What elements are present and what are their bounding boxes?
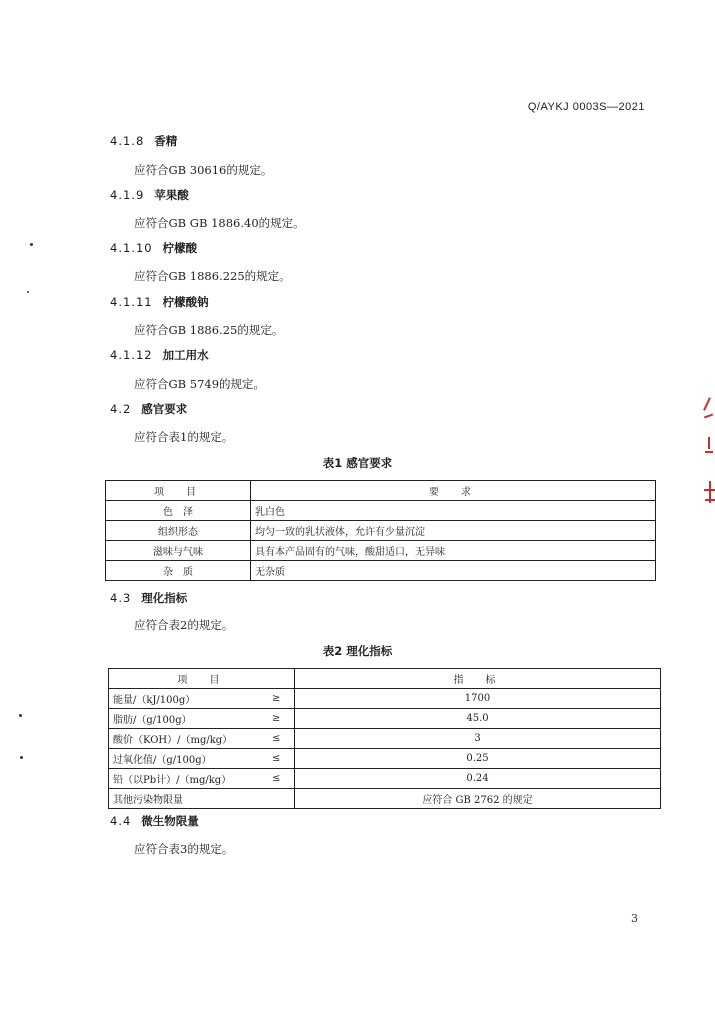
section-number: 4.1.12 xyxy=(110,348,153,362)
page-number: 3 xyxy=(631,912,638,925)
section-number: 4.2 xyxy=(110,402,132,416)
seal-stroke xyxy=(703,397,711,411)
table-header-cell: 项 目 xyxy=(106,481,251,501)
table-row xyxy=(106,501,656,521)
table2-caption: 表2 理化指标 xyxy=(322,644,393,658)
section-heading-4-1-11 xyxy=(110,294,209,310)
section-title: 微生物限量 xyxy=(141,814,199,828)
table-header-cell: 项 目 xyxy=(109,669,295,689)
section-text-4-1-9: 应符合GB GB 1886.40的规定。 xyxy=(134,216,305,230)
section-number: 4.1.10 xyxy=(110,241,153,255)
seal-stroke xyxy=(704,414,713,419)
table-row xyxy=(109,769,661,789)
section-text-4-1-11: 应符合GB 1886.25的规定。 xyxy=(134,323,284,337)
table-cell-requirement: 具有本产品固有的气味，酸甜适口，无异味 xyxy=(251,541,656,561)
section-title: 感官要求 xyxy=(141,402,188,416)
table-row xyxy=(106,521,656,541)
table-row xyxy=(109,749,661,769)
physicochemical-indicators-table xyxy=(108,668,661,809)
seal-edge-mark xyxy=(702,385,715,525)
scan-dot xyxy=(20,756,23,759)
section-number: 4.3 xyxy=(110,591,132,605)
table-row xyxy=(109,789,661,809)
table-row xyxy=(109,689,661,709)
section-text-4-2: 应符合表1的规定。 xyxy=(134,430,234,444)
section-title: 柠檬酸钠 xyxy=(162,295,209,309)
section-heading-4-1-12 xyxy=(110,347,209,363)
section-title: 柠檬酸 xyxy=(162,241,198,255)
section-text-4-4: 应符合表3的规定。 xyxy=(134,842,234,856)
table-header-row xyxy=(109,669,661,689)
table-cell-value: 0.24 xyxy=(295,769,661,789)
table-cell-item: 杂 质 xyxy=(106,561,251,581)
section-heading-4-1-8 xyxy=(110,133,177,149)
table-cell-value: 3 xyxy=(295,729,661,749)
section-number: 4.1.11 xyxy=(110,295,153,309)
section-heading-4-1-10 xyxy=(110,240,197,256)
section-title: 加工用水 xyxy=(162,348,209,362)
table-cell-item: 其他污染物限量 xyxy=(109,789,259,809)
table-cell-operator: ≥ xyxy=(259,689,295,709)
sensory-requirements-table xyxy=(105,480,656,581)
section-heading-4-4 xyxy=(110,813,199,829)
table-cell-value: 0.25 xyxy=(295,749,661,769)
table-cell-requirement: 无杂质 xyxy=(251,561,656,581)
table-cell-item: 组织形态 xyxy=(106,521,251,541)
section-heading-4-1-9 xyxy=(110,187,189,203)
table-header-cell: 要 求 xyxy=(251,481,656,501)
table-header-row xyxy=(106,481,656,501)
table-cell-value: 45.0 xyxy=(295,709,661,729)
table-cell-item: 酸价（KOH）/（mg/kg） xyxy=(109,729,259,749)
table-cell-requirement: 乳白色 xyxy=(251,501,656,521)
section-title: 苹果酸 xyxy=(154,188,189,202)
table-row xyxy=(109,729,661,749)
scan-dot xyxy=(19,714,22,717)
scan-dot xyxy=(30,243,33,246)
table-cell-operator: ≤ xyxy=(259,749,295,769)
table-cell-item: 脂肪/（g/100g） xyxy=(109,709,259,729)
table-header-cell: 指 标 xyxy=(295,669,661,689)
section-number: 4.1.9 xyxy=(110,188,145,202)
section-text-4-3: 应符合表2的规定。 xyxy=(134,618,234,632)
table-cell-operator: ≤ xyxy=(259,729,295,749)
section-number: 4.4 xyxy=(110,814,132,828)
table-cell-item: 过氧化值/（g/100g） xyxy=(109,749,259,769)
table-cell-operator: ≤ xyxy=(259,769,295,789)
table-cell-requirement: 均匀一致的乳状液体，允许有少量沉淀 xyxy=(251,521,656,541)
section-number: 4.1.8 xyxy=(110,134,145,148)
section-title: 理化指标 xyxy=(141,591,188,605)
seal-stroke xyxy=(708,437,710,449)
table-cell-item: 色 泽 xyxy=(106,501,251,521)
section-text-4-1-10: 应符合GB 1886.225的规定。 xyxy=(134,269,291,283)
section-heading-4-2 xyxy=(110,401,187,417)
table-row xyxy=(109,709,661,729)
seal-stroke xyxy=(704,489,715,491)
table-cell-item: 能量/（kJ/100g） xyxy=(109,689,259,709)
section-title: 香精 xyxy=(154,134,178,148)
table1-caption: 表1 感官要求 xyxy=(322,456,393,470)
table-cell-operator: ≥ xyxy=(259,709,295,729)
table-row xyxy=(106,561,656,581)
section-text-4-1-12: 应符合GB 5749的规定。 xyxy=(134,377,266,391)
seal-stroke xyxy=(705,499,715,501)
table-cell-item: 铅（以Pb计）/（mg/kg） xyxy=(109,769,259,789)
table-cell-value: 应符合 GB 2762 的规定 xyxy=(295,789,661,809)
table-row xyxy=(106,541,656,561)
table-cell-item: 滋味与气味 xyxy=(106,541,251,561)
table-cell-value: 1700 xyxy=(295,689,661,709)
scan-dot xyxy=(27,291,29,293)
document-code: Q/AYKJ 0003S—2021 xyxy=(527,101,645,113)
section-heading-4-3 xyxy=(110,590,187,606)
section-text-4-1-8: 应符合GB 30616的规定。 xyxy=(134,163,273,177)
seal-stroke xyxy=(705,451,713,453)
table-cell-operator xyxy=(259,789,295,809)
